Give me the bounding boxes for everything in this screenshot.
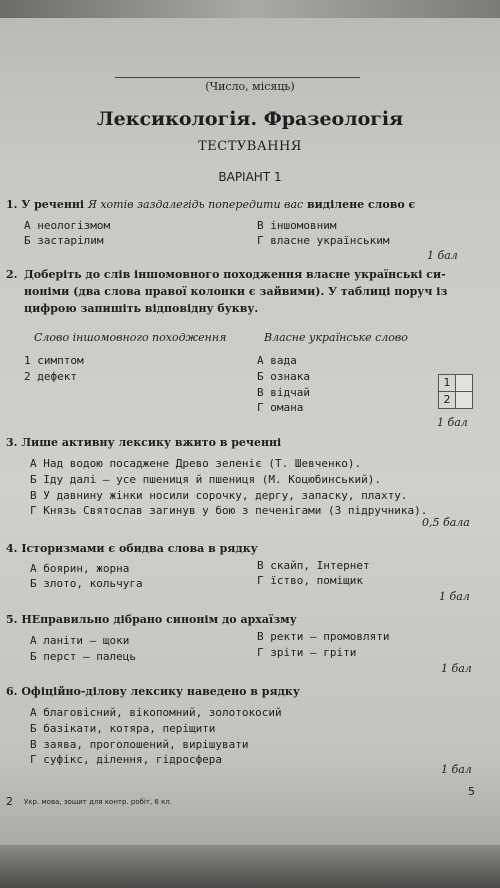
points: 0,5 бала	[422, 516, 470, 529]
question-2-line: Доберіть до слів іншомовного походження власне українські си-	[24, 268, 446, 281]
left-item: 1 симптом	[24, 354, 84, 367]
question-2-line: цифрою запишіть відповідну букву.	[24, 302, 259, 315]
question-6	[6, 685, 300, 698]
date-label: (Число, місяць)	[205, 80, 295, 93]
question-number: 4.	[6, 542, 18, 555]
question-number: 6.	[6, 685, 18, 698]
question-number: 1.	[6, 198, 18, 211]
option[interactable]: Г власне українським	[257, 234, 390, 247]
option[interactable]: Г їство, поміщик	[257, 574, 363, 587]
right-item: Г омана	[257, 401, 304, 414]
question-number: 5.	[6, 613, 18, 626]
answer-box-2[interactable]	[455, 391, 473, 409]
answer-table-label: 1	[438, 374, 456, 392]
left-item: 2 дефект	[24, 370, 77, 383]
footer-left-number: 2	[6, 795, 13, 808]
question-4	[6, 542, 258, 555]
option[interactable]: Б перст – палець	[30, 650, 136, 663]
question-text: Історизмами є обидва слова в рядку	[21, 542, 258, 555]
page-title: Лексикологія. Фразеологія	[96, 108, 404, 130]
option[interactable]: А Над водою посаджене Древо зеленіє (Т. Шевченко).	[30, 457, 362, 470]
question-number: 3.	[6, 436, 18, 449]
option[interactable]: Б застарілим	[24, 234, 104, 247]
option[interactable]: В іншомовним	[257, 219, 337, 232]
option[interactable]: Б Іду далі – усе пшениця й пшениця (М. Коцюбинський).	[30, 473, 381, 486]
test-heading: ТЕСТУВАННЯ	[198, 139, 302, 154]
points: 1 бал	[441, 662, 472, 675]
points: 1 бал	[437, 416, 468, 429]
page-bottom-edge	[0, 845, 500, 888]
option[interactable]: В скайп, Інтернет	[257, 559, 370, 572]
question-text: Офіційно-ділову лексику наведено в рядку	[21, 685, 300, 698]
question-italic: Я хотів заздалегідь попередити вас	[87, 198, 304, 211]
option[interactable]: Б злото, кольчуга	[30, 577, 143, 590]
option[interactable]: В У давнину жінки носили сорочку, дергу, запаску, плахту.	[30, 489, 408, 502]
option[interactable]: В ректи – промовляти	[257, 630, 390, 643]
date-line	[115, 77, 360, 78]
points: 1 бал	[427, 249, 458, 262]
points: 1 бал	[439, 590, 470, 603]
question-text: У реченні	[21, 198, 88, 211]
option[interactable]: Г Князь Святослав загинув у бою з печенігами (З підручника).	[30, 504, 428, 517]
points: 1 бал	[441, 763, 472, 776]
question-2-number: 2.	[6, 268, 18, 281]
option[interactable]: Г суфікс, ділення, гідросфера	[30, 753, 223, 766]
column-header-left: Слово іншомовного походження	[34, 331, 227, 344]
option[interactable]: А ланіти – щоки	[30, 634, 130, 647]
page-top-edge	[0, 0, 500, 18]
question-5	[6, 613, 297, 626]
option[interactable]: А благовісний, вікопомний, золотокосий	[30, 706, 282, 719]
option[interactable]: В заява, проголошений, вирішувати	[30, 738, 249, 751]
right-item: Б ознака	[257, 370, 310, 383]
question-text-end: виділене слово є	[303, 198, 416, 211]
answer-table-label: 2	[438, 391, 456, 409]
question-text: Лише активну лексику вжито в реченні	[21, 436, 282, 449]
option[interactable]: А боярин, жорна	[30, 562, 130, 575]
page-number: 5	[468, 785, 475, 798]
right-item: В відчай	[257, 386, 310, 399]
option[interactable]: А неологізмом	[24, 219, 111, 232]
question-1	[6, 198, 415, 211]
answer-box-1[interactable]	[455, 374, 473, 392]
question-text: НЕправильно дібрано синонім до архаїзму	[21, 613, 297, 626]
question-2-line: ноніми (два слова правої колонки є зайвими). У таблиці поруч із	[24, 285, 448, 298]
footer-text: Укр. мова, зошит для контр. робіт, 6 кл.	[24, 798, 173, 806]
right-item: А вада	[257, 354, 297, 367]
option[interactable]: Б базікати, котяра, періщити	[30, 722, 216, 735]
question-3	[6, 436, 281, 449]
variant-heading: ВАРІАНТ 1	[218, 170, 282, 184]
column-header-right: Власне українське слово	[264, 331, 408, 344]
option[interactable]: Г зріти – гріти	[257, 646, 357, 659]
